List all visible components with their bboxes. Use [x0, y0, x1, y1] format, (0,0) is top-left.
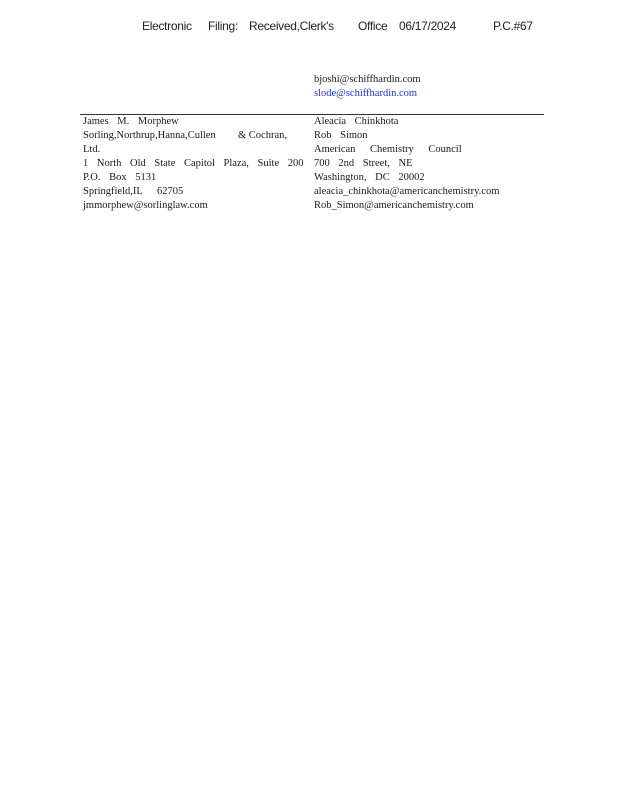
stamp-date: 06/17/2024 — [399, 19, 457, 33]
stamp-filing: Filing: — [208, 19, 238, 33]
contact-firm — [83, 129, 287, 143]
contact-email-secondary[interactable]: Rob_Simon@americanchemistry.com — [314, 200, 474, 211]
contact-address-line-1: 1 North Old State Capitol Plaza, Suite 200 — [83, 158, 304, 169]
filing-stamp-header — [0, 19, 618, 37]
left-contact-block — [83, 115, 304, 213]
contact-email[interactable]: jmmorphew@sorlinglaw.com — [83, 200, 208, 211]
stamp-electronic: Electronic — [142, 19, 192, 33]
contact-firm-part-2: & Cochran, — [238, 130, 287, 141]
contact-firm-suffix: Ltd. — [83, 144, 101, 155]
stamp-pc-number: P.C.#67 — [493, 19, 533, 33]
contact-firm-part-1: Sorling,Northrup,Hanna,Cullen — [83, 130, 216, 141]
email-slode-link[interactable]: slode@schiffhardin.com — [314, 88, 418, 99]
contact-name: James M. Morphew — [83, 116, 179, 127]
contact-organization: American Chemistry Council — [314, 144, 462, 155]
contact-city-state-zip: Washington, DC 20002 — [314, 172, 425, 183]
stamp-office: Office — [358, 19, 388, 33]
contact-name: Aleacia Chinkhota — [314, 116, 399, 127]
contact-address-line-1: 700 2nd Street, NE — [314, 158, 413, 169]
email-bjoshi[interactable]: bjoshi@schiffhardin.com — [314, 74, 421, 85]
right-contact-block — [314, 115, 544, 213]
contact-email-primary[interactable]: aleacia_chinkhota@americanchemistry.com — [314, 186, 500, 197]
stamp-received-clerks: Received,Clerk's — [249, 19, 334, 33]
contact-city-state-zip: Springfield,IL 62705 — [83, 186, 184, 197]
contact-address-line-2: P.O. Box 5131 — [83, 172, 157, 183]
top-email-block — [314, 73, 421, 101]
contact-name-secondary: Rob Simon — [314, 130, 368, 141]
